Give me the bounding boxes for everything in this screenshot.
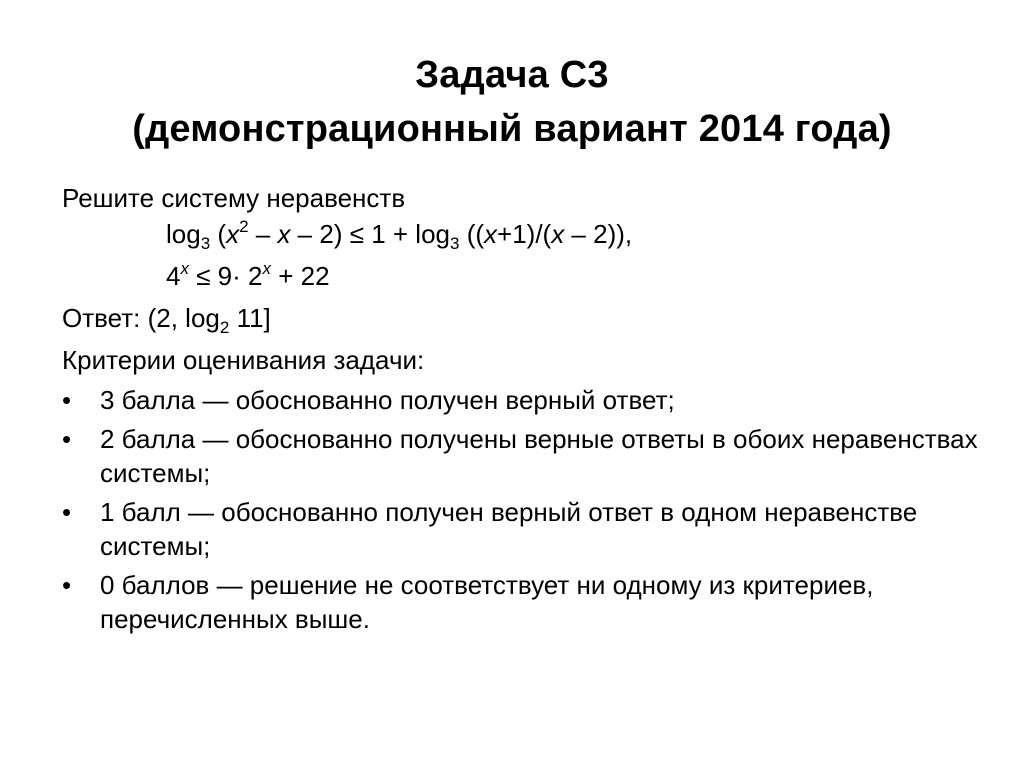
log-text: log <box>166 219 201 249</box>
formula-text: ≤ 9· 2 <box>188 261 263 291</box>
inequality-2 <box>62 258 982 294</box>
slide-title <box>0 48 1024 156</box>
exponent-x: x <box>262 259 271 278</box>
criteria-text: 0 баллов — решение не соответствует ни одному из критериев, перечисленных выше. <box>100 570 874 634</box>
formula-text: – 2)), <box>564 219 633 249</box>
variable-x: x <box>551 219 565 249</box>
slide-body <box>62 180 982 636</box>
formula-text: – <box>248 219 278 249</box>
criteria-text: 3 балла — обоснованно получен верный ответ; <box>100 385 675 415</box>
variable-x: x <box>277 219 291 249</box>
criteria-item <box>62 495 982 563</box>
bullet-icon: • <box>62 570 72 600</box>
exponent: 2 <box>239 217 249 236</box>
formula-text: 4 <box>166 261 181 291</box>
criteria-item <box>62 422 982 490</box>
formula-text: – 2) ≤ 1 + <box>290 219 416 249</box>
criteria-text: 2 балла — обоснованно получены верные ответы в обоих неравенствах системы; <box>100 424 978 488</box>
bullet-icon: • <box>62 424 72 454</box>
log-base: 2 <box>219 318 230 337</box>
title-line-1: Задача С3 <box>415 54 609 96</box>
log-base: 3 <box>200 234 211 253</box>
bullet-icon: • <box>62 385 72 415</box>
formula-text: +1)/( <box>497 219 552 249</box>
task-statement: Решите систему неравенств <box>62 183 406 213</box>
criteria-item <box>62 383 982 417</box>
criteria-text: 1 балл — обоснованно получен верный ответ в одном неравенстве системы; <box>100 497 918 561</box>
answer-text: Ответ: (2, log <box>62 303 220 333</box>
formula-text: + 22 <box>271 261 330 291</box>
formula-text: (( <box>459 219 485 249</box>
variable-x: x <box>484 219 498 249</box>
criteria-list <box>62 383 982 636</box>
bullet-icon: • <box>62 497 72 527</box>
log-text: log <box>415 219 450 249</box>
criteria-heading: Критерии оценивания задачи: <box>62 345 425 375</box>
criteria-item <box>62 568 982 636</box>
variable-x: x <box>226 219 240 249</box>
log-base: 3 <box>450 234 460 253</box>
formula-text: ( <box>210 219 227 249</box>
exponent-x: x <box>180 259 189 278</box>
answer-line <box>62 300 982 336</box>
inequality-1 <box>62 216 982 252</box>
title-line-2: (демонстрационный вариант 2014 года) <box>132 108 892 150</box>
answer-text: 11] <box>229 303 271 333</box>
